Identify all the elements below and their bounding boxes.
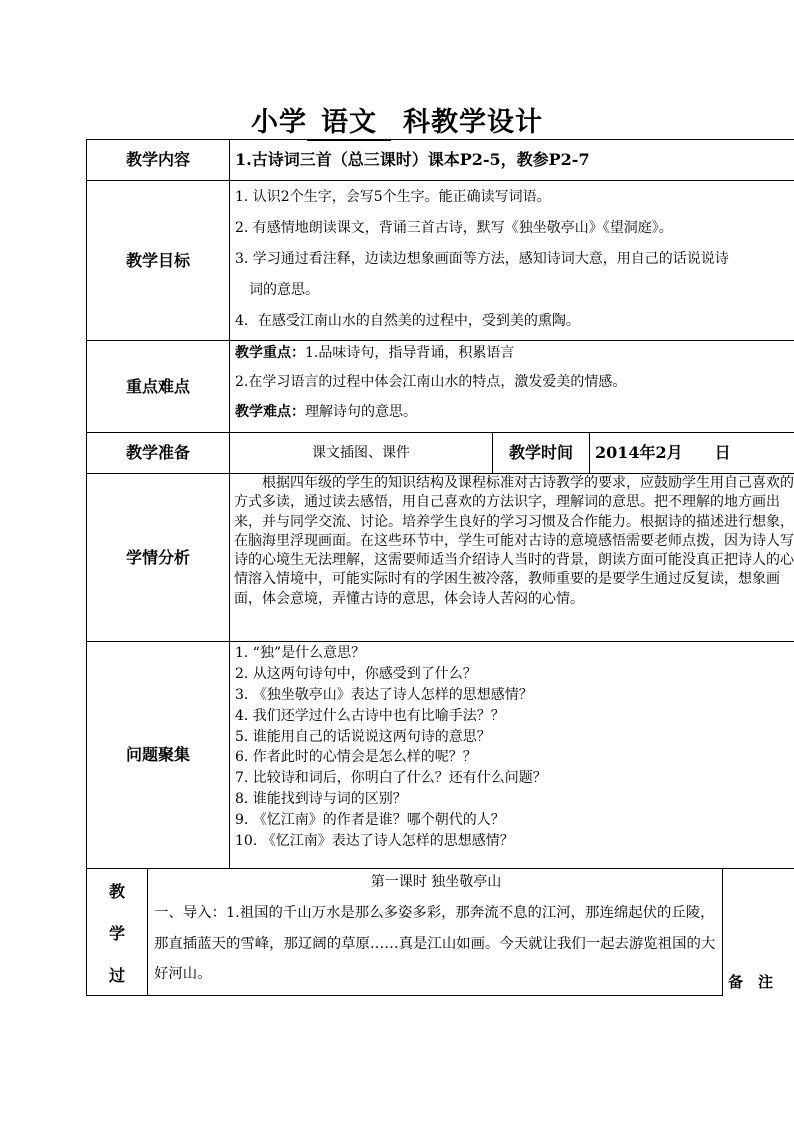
question-item: 7. 比较诗和词后，你明白了什么？还有什么问题？ [235,770,547,787]
notes-label: 备 注 [728,973,774,991]
question-item: 2. 从这两句诗句中，你感受到了什么？ [235,665,477,682]
page-title [0,100,794,141]
keypoints-content [235,342,794,432]
key-point-2: 2.在学习语言的过程中体会江南山水的特点，激发爱美的情感。 [235,374,627,390]
goal-item: 词的意思。 [249,282,319,298]
question-item: 5. 谁能用自己的话说说这两句诗的意思？ [235,728,491,745]
analysis-label: 学情分析 [125,547,190,567]
question-item: 8. 谁能找到诗与词的区别？ [235,791,407,808]
question-item: 3. 《独坐敬亭山》表达了诗人怎样的思想感情？ [235,686,533,703]
content-label: 教学内容 [125,150,190,169]
question-item: 4. 我们还学过什么古诗中也有比喻手法？？ [235,707,505,724]
question-item: 1. “独”是什么意思？ [235,645,366,661]
lesson-intro: 一、导入：1.祖国的千山万水是那么多姿多彩，那奔流不息的江河，那连绵起伏的丘陵，那直插蓝天的雪峰，那辽阔的草原……真是江山如画。今天就让我们一起去游览祖国的大好河山。 [154,905,716,982]
question-item: 9. 《忆江南》的作者是谁？哪个朝代的人？ [235,812,505,829]
goals-label: 教学目标 [125,250,190,270]
title-prefix: 小学 [251,107,307,138]
process-label-char: 学 [108,924,125,943]
title-subject: 语文 [307,107,391,141]
keypoints-label: 重点难点 [125,376,190,396]
prep-value: 课文插图、课件 [312,445,410,461]
prep-label: 教学准备 [125,443,190,462]
question-item: 6. 作者此时的心情会是怎么样的呢？？ [235,749,477,766]
goal-item: 2. 有感情地朗读课文，背诵三首古诗，默写《独坐敬亭山》《望洞庭》。 [235,220,673,236]
questions-label: 问题聚集 [125,745,190,764]
process-label-char: 教 [108,882,125,901]
difficulty-title: 教学难点： [235,404,305,420]
goal-item: 1. 认识2个生字，会写5个生字。能正确读写词语。 [235,189,551,205]
analysis-text: 根据四年级的学生的知识结构及课程标准对古诗教学的要求，应鼓励学生用自己喜欢的方式多读，通过读去感悟，用自己喜欢的方法识字，理解词的意思。把不理解的地方画出来，并与同学交流、讨论。培养学生良好的学习习惯及合作能力。根据诗的描述进行想象，在脑海里浮现画面。在这些环节中，学生可能对古诗的意境感悟需要老师点拨，因为诗人写诗的心境生无法理解，这需要师适当介绍诗人当时的背景，朗读方面可能没真正把诗人的心情溶入情境中，可能实际时有的学困生被冷落，教师重要的是要学生通过反复读，想象画面，体会意境，弄懂古诗的意思，体会诗人苦闷的心情。 [234,475,794,607]
time-value: 2014年2月 日 [595,443,731,462]
goal-item: 4．在感受江南山水的自然美的过程中，受到美的熏陶。 [235,313,580,329]
process-label [87,872,147,994]
key-point-1: 1.品味诗句，指导背诵，积累语言 [305,345,515,361]
lesson-title: 第一课时 独坐敬亭山 [370,874,502,890]
time-label: 教学时间 [508,443,573,462]
questions-list [235,643,794,868]
goal-item: 3. 学习通过看注释，边读边想象画面等方法，感知诗词大意，用自己的话说说诗 [235,251,729,267]
process-label-char: 过 [108,966,125,985]
title-suffix: 科教学设计 [403,107,543,138]
goals-list [235,184,794,340]
difficulty-point: 理解诗句的意思。 [305,404,417,420]
key-title: 教学重点： [235,345,305,361]
content-value: 1.古诗词三首（总三课时）课本P2-5，教参P2-7 [235,150,590,169]
process-content [148,870,722,994]
question-item: 10. 《忆江南》表达了诗人怎样的思想感情？ [235,833,514,850]
